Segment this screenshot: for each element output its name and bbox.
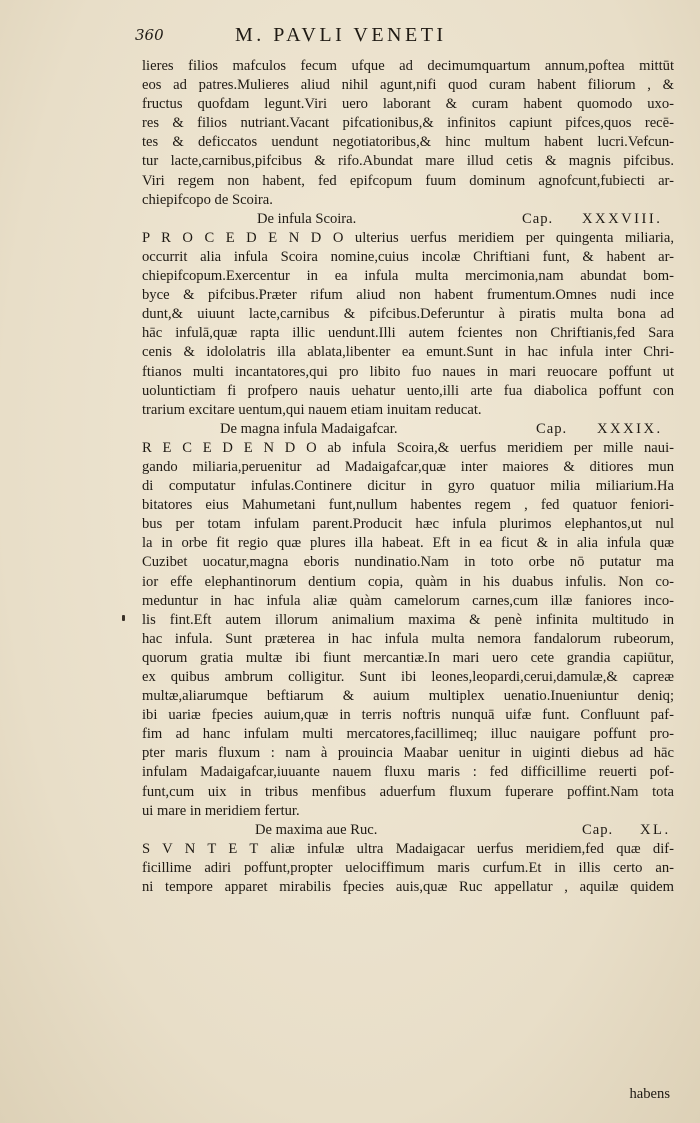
text-line: funt,cum uix in tribus menfibus aduerfum fluxum fuperare poffint.Nam tota <box>142 783 674 800</box>
chapter-number: XXXVIII. <box>582 210 663 227</box>
chapter-label: Cap. <box>522 210 554 227</box>
text-line: di computatur infulas.Continere dicitur in gyro quatuor milia miliarium.Ha <box>142 478 674 495</box>
text-line: ui mare in meridiem fertur. <box>142 802 300 819</box>
chapter-title: De magna infula Madaigafcar. <box>220 420 398 437</box>
text-line: ibi uariæ fpecies auium,quæ in terris noftris nunquā uifæ funt. Confluunt paf- <box>142 707 674 724</box>
text-line: ni tempore apparet mirabilis fpecies auis,quæ Ruc appellatur , aquilæ quidem <box>142 879 674 896</box>
text-line: chiepifcopum.Exercentur in ea infula multa mercimonia,nam abundat bom- <box>142 268 674 285</box>
text-line: lieres filios mafculos fecum ufque ad decimumquartum annum,poftea mittūt <box>142 58 674 74</box>
text-line: ior effe elephantinorum dentium copia, quàm in his duabus infulis. Non co- <box>142 573 674 590</box>
margin-mark <box>122 615 125 621</box>
text-line: dunt,& uiuunt lacte,carnibus & pifcibus.Deferuntur à piratis multa bona ad <box>142 306 674 323</box>
text-line: meduntur in hac infula aliæ quàm camelorum carnes,cum illæ faniores inco- <box>142 592 674 609</box>
chapter-label: Cap. <box>582 821 614 838</box>
chapter-40-text <box>142 840 674 897</box>
text-line: uoluntictiam fi profpero nauis uehatur uento,illi arte fua diabolica poffunt con <box>142 382 674 399</box>
text-line: fim ad hanc infulam multi mercatores,facillimeq; illuc nauigare poffunt pro- <box>142 726 674 743</box>
text-line: cenis & idololatris illa ablata,libenter ea emunt.Sunt in hac infula inter Chri- <box>142 344 674 361</box>
text-line: multæ,aliarumque beftiarum & auium multiplex uenatio.Inueniuntur deniq; <box>142 688 674 705</box>
text-line: lis fint.Eft autem illorum animalium maxima & penè infinita multitudo in <box>142 611 674 628</box>
text-line: byce & pifcibus.Præter rifum aliud non habent frumentum.Omnes nudi ince <box>142 287 674 304</box>
text-block <box>142 57 674 897</box>
page-number: 360 <box>135 26 164 44</box>
text-line: tes & deficcatos uendunt negotiatoribus,& hinc multum habent lucri.Vefcun- <box>142 134 674 151</box>
chapter-38-text <box>142 229 674 420</box>
text-line: fructus quofdam legunt.Viri uero laborant & curam habent quomodo uxo- <box>142 96 674 113</box>
chapter-number: XL. <box>640 821 671 838</box>
text-line: S V N T E T aliæ infulæ ultra Madaigacar uerfus meridiem,fed quæ dif- <box>142 840 674 857</box>
running-head: M. PAVLI VENETI <box>235 24 447 46</box>
text-line: gando miliaria,peruenitur ad Madaigafcar,quæ inter maiores & ditiores mun <box>142 458 674 475</box>
text-line: trarium excitare uentum,qui nauem etiam inuitam reducat. <box>142 401 482 418</box>
chapter-label: Cap. <box>536 420 568 437</box>
chapter-title: De infula Scoira. <box>257 210 357 227</box>
chapter-38-heading <box>142 210 674 229</box>
text-line: bitatores eius Mahumetani funt,nullum habentes regem , fed quatuor feniori- <box>142 497 674 514</box>
text-line: infulam Madaigafcar,iuuante nauem fluxu maris : fed difficillime reuerti pof- <box>142 764 674 781</box>
text-line: P R O C E D E N D O ulterius uerfus meridiem per quingenta miliaria, <box>142 229 674 246</box>
chapter-39-text <box>142 439 674 821</box>
text-line: la in orbe fit regio quæ plures illa habeat. Eft in ea ficut & in alia infula quæ <box>142 535 674 552</box>
text-line: eos ad patres.Mulieres aliud nihil agunt,nifi quod curam habent filiorum , & <box>142 77 674 94</box>
text-line: bus per totam infulam parent.Producit hæc infula plurimos elephantos,ut nul <box>142 516 674 533</box>
text-line: occurrit alia infula Scoira nomine,cuius incolæ Chriftiani funt, & habent ar- <box>142 248 674 265</box>
chapter-40-heading <box>142 821 674 840</box>
text-line: R E C E D E N D O ab infula Scoira,& uerfus meridiem per mille naui- <box>142 439 674 456</box>
text-line: Viri regem non habent, fed epifcopum fuum dominum agnofcunt,fubiecti ar- <box>142 172 674 189</box>
chapter-title: De maxima aue Ruc. <box>255 821 378 838</box>
text-line: ficillime adiri poffunt,propter uelociffimum maris curfum.Et in illis certo an- <box>142 859 674 876</box>
chapter-number: XXXIX. <box>597 420 663 437</box>
text-line: tur lacte,carnibus,pifcibus & rifo.Abundat mare illud cetis & magnis pifcibus. <box>142 153 674 170</box>
chapter-39-heading <box>142 420 674 439</box>
text-line: chiepifcopo de Scoira. <box>142 191 273 208</box>
page-header <box>135 24 675 52</box>
text-line: pter maris fluxum : nam à prouincia Maabar uenitur in uiginti diebus ad hāc <box>142 745 674 762</box>
text-line: ftianos multi incantatores,qui pro libito fuo naues in mari reuocare poffunt ut <box>142 363 674 380</box>
text-line: hāc infulā,quæ rapta illic uendunt.Illi autem fcientes non Chriftianis,fed Sara <box>142 325 674 342</box>
text-line: res & filios nutriant.Vacant pifcationibus,& infinitos capiunt pifces,quos recē- <box>142 115 674 132</box>
text-line: quorum gratia multæ ibi fiunt mercantiæ.In mari uero cete grandia capiūtur, <box>142 649 674 666</box>
text-line: ex quibus ambrum colligitur. Sunt ibi leones,leopardi,cerui,damulæ,& capreæ <box>142 669 674 685</box>
text-line: hac infula. Sunt præterea in hac infula multa nemora fandalorum rubeorum, <box>142 630 674 647</box>
paragraph-continuation <box>142 57 674 210</box>
text-line: Cuzibet uocatur,magna eboris nundinatio.Nam in toto orbe nō putatur ma <box>142 554 674 571</box>
catchword: habens <box>629 1086 670 1102</box>
